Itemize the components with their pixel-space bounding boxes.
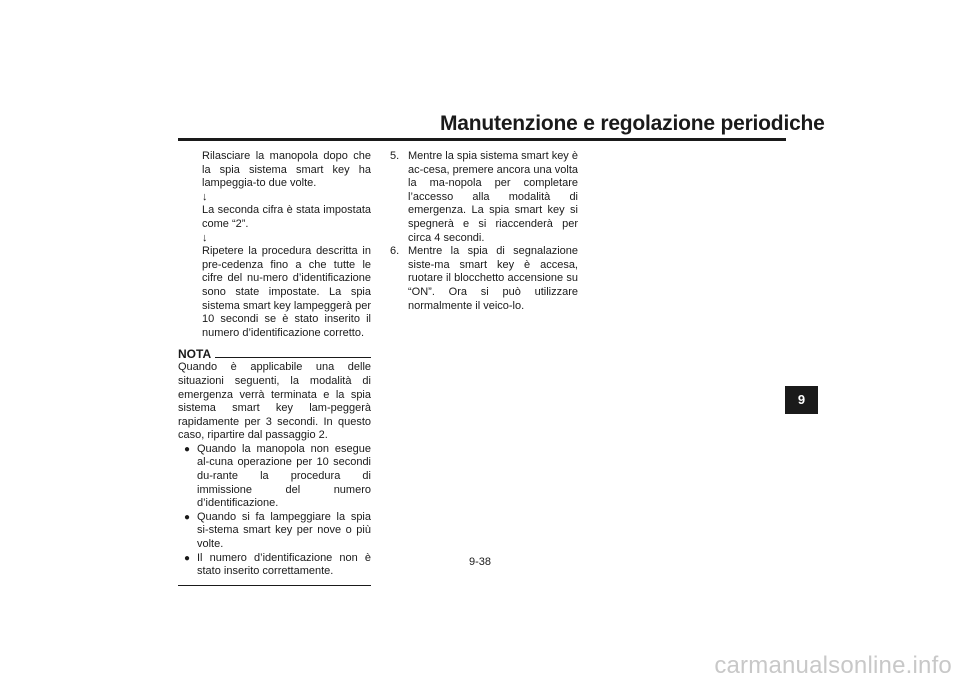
note-label: NOTA [178,347,212,362]
bullet-dot-icon: ● [184,443,191,455]
note-rule [215,357,371,358]
bullet-dot-icon: ● [184,552,191,564]
note-heading [178,348,371,361]
step-text: Mentre la spia di segnalazione siste-ma smart key è accesa, ruotare il blocchetto accensione su “ON”. Ora si può utilizzare normalmente il veico-lo. [408,245,578,312]
down-arrow-icon: ↓ [202,190,208,203]
note-bullet [178,552,371,579]
note-end-rule [178,585,371,586]
step-number: 5. [390,150,400,162]
note-bullet [178,443,371,511]
step-continuation-paragraph-2: La seconda cifra è stata impostata come “2”. [202,204,371,230]
step-number: 6. [390,245,400,258]
note-intro: Quando è applicabile una delle situazioni seguenti, la modalità di emergenza verrà terminata e la spia sistema smart key lam-peggerà rapidamente per 3 secondi. In questo caso, ripartire dal passaggio 2. [178,361,371,442]
watermark: carmanualsonline.info [714,652,952,679]
down-arrow-icon: ↓ [202,231,208,244]
bullet-dot-icon: ● [184,511,191,523]
step-continuation-paragraph-3: Ripetere la procedura descritta in pre-cedenza fino a che tutte le cifre del nu-mero d’identificazione sono state impostate. La spia sistema smart key lampeggerà per 10 secondi se è stato inserito il numero d’identificazione corretto. [202,245,371,339]
numbered-step [390,150,578,245]
numbered-step [390,245,578,313]
chapter-tab: 9 [785,386,818,414]
note-bullet [178,511,371,552]
right-column [390,150,578,313]
step-text: Mentre la spia sistema smart key è ac-cesa, premere ancora una volta la ma-nopola per completare l’accesso alla modalità di emergenza. La spia smart key si spegnerà e si riaccenderà per circa 4 secondi. [408,150,578,244]
note-bullet-text: Quando si fa lampeggiare la spia si-stema smart key per nove o più volte. [197,510,371,551]
note-bullet-text: Quando la manopola non esegue al-cuna operazione per 10 secondi du-rante la procedura di immissione del numero d’identificazione. [197,442,371,510]
header-rule [178,138,786,141]
left-column [178,150,371,586]
step-continuation-paragraph-1: Rilasciare la manopola dopo che la spia sistema smart key ha lampeggia-to due volte. [202,150,371,190]
page-number: 9-38 [468,556,492,568]
note-bullet-text: Il numero d’identificazione non è stato inserito correttamente. [197,551,371,578]
page-title: Manutenzione e regolazione periodiche [440,112,825,135]
